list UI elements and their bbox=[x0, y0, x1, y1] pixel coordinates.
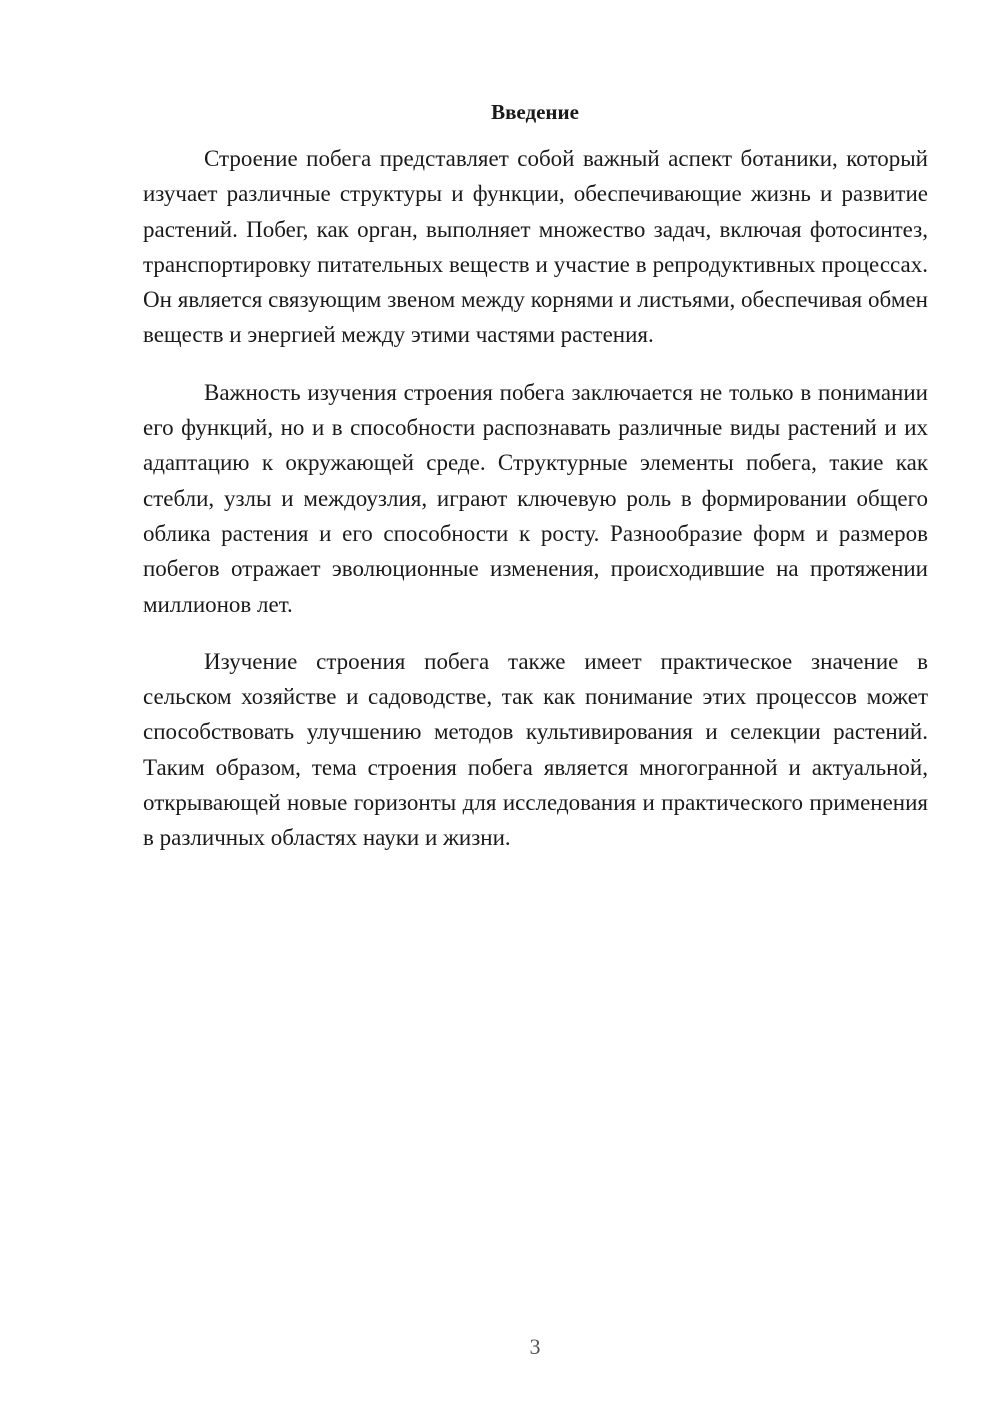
body-text bbox=[143, 141, 928, 878]
page-number: 3 bbox=[529, 1334, 541, 1359]
paragraph-1: Строение побега представляет собой важный аспект ботаники, который изучает различные структуры и функции, обеспечивающие жизнь и развитие растений. Побег, как орган, выполняет множество задач, включая фотосинтез, транспортировку питательных веществ и участие в репродуктивных процессах. Он является связующим звеном между корнями и листьями, обеспечивая обмен веществ и энергией между этими частями растения. bbox=[143, 146, 928, 348]
paragraph-3: Изучение строения побега также имеет практическое значение в сельском хозяйстве и садоводстве, так как понимание этих процессов может способствовать улучшению методов культивирования и селекции растений. Таким образом, тема строения побега является многогранной и актуальной, открывающей новые горизонты для исследования и практического применения в различных областях науки и жизни. bbox=[143, 648, 928, 851]
section-heading: Введение bbox=[491, 100, 579, 124]
paragraph-2: Важность изучения строения побега заключается не только в понимании его функций, но и в способности распознавать различные виды растений и их адаптацию к окружающей среде. Структурные элементы побега, такие как стебли, узлы и междоузлия, играют ключевую роль в формировании общего облика растения и его способности к росту. Разнообразие форм и размеров побегов отражает эволюционные изменения, происходившие на протяжении миллионов лет. bbox=[143, 379, 928, 617]
